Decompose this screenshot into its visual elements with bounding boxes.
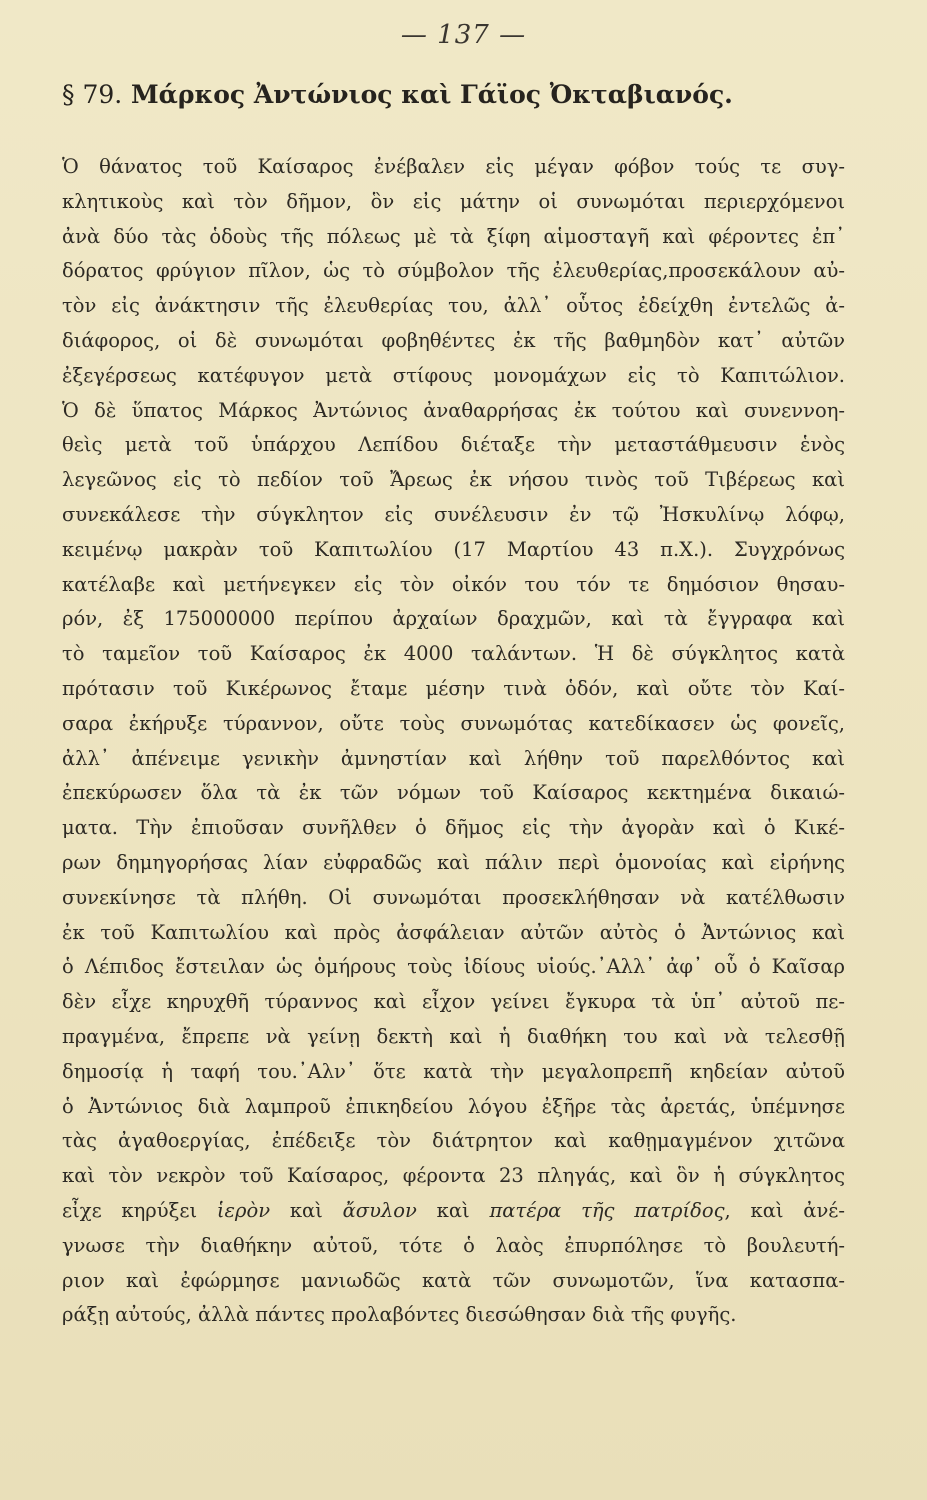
text-line: δὲν εἶχε κηρυχθῆ τύραννος καὶ εἶχον γείνει ἔγκυρα τὰ ὑπ᾽ αὐτοῦ πε- [62,990,845,1014]
text-line-with-italics [62,1194,845,1229]
italic-term-hieron: ἱερὸν [216,1198,271,1222]
text-line: ρόν, ἐξ 175000000 περίπου ἀρχαίων δραχμῶν, καὶ τὰ ἔγγραφα καὶ [62,607,845,631]
text-run: καὶ [270,1198,343,1222]
text-line: καὶ τὸν νεκρὸν τοῦ Καίσαρος, φέροντα 23 πληγάς, καὶ ὃν ἡ σύγκλητος [62,1164,845,1188]
italic-term-patera: πατέρα τῆς πατρίδος [489,1198,725,1222]
text-line: ἐκ τοῦ Καπιτωλίου καὶ πρὸς ἀσφάλειαν αὐτῶν αὐτὸς ὁ Ἀντώνιος καὶ [62,920,845,944]
text-line: ράξῃ αὐτούς, ἀλλὰ πάντες προλαβόντες διεσώθησαν διὰ τῆς φυγῆς. [62,1303,737,1327]
text-run: , καὶ ἀνέ- [724,1198,845,1222]
text-line: γνωσε τὴν διαθήκην αὐτοῦ, τότε ὁ λαὸς ἐπυρπόλησε τὸ βουλευτή- [62,1233,845,1257]
body-text [62,150,845,1333]
text-line: ἐξεγέρσεως κατέφυγον μετὰ στίφους μονομάχων εἰς τὸ Καπιτώλιον. [62,363,845,387]
section-heading [62,80,862,109]
text-line: Ὁ δὲ ὕπατος Μάρκος Ἀντώνιος ἀναθαρρήσας ἐκ τούτου καὶ συνεννοη- [62,398,845,422]
text-line: ὁ Λέπιδος ἔστειλαν ὡς ὁμήρους τοὺς ἰδίους υἱούς.᾽Αλλ᾽ ἀφ᾽ οὗ ὁ Καῖσαρ [62,955,845,979]
text-line: δόρατος φρύγιον πῖλον, ὡς τὸ σύμβολον τῆς ἐλευθερίας,προσεκάλουν αὐ- [62,259,845,283]
text-line: κλητικοὺς καὶ τὸν δῆμον, ὃν εἰς μάτην οἱ συνωμόται περιερχόμενοι [62,189,845,213]
text-line: ἀλλ᾽ ἀπένειμε γενικὴν ἀμνηστίαν καὶ λήθην τοῦ παρελθόντος καὶ [62,746,845,770]
text-line: τὰς ἀγαθοεργίας, ἐπέδειξε τὸν διάτρητον καὶ καθῃμαγμένον χιτῶνα [62,1129,845,1153]
text-line: λεγεῶνος εἰς τὸ πεδίον τοῦ Ἄρεως ἐκ νήσου τινὸς τοῦ Τιβέρεως καὶ [62,468,845,492]
text-line: συνεκίνησε τὰ πλήθη. Οἱ συνωμόται προσεκλήθησαν νὰ κατέλθωσιν [62,885,845,909]
text-line: πραγμένα, ἔπρεπε νὰ γείνῃ δεκτὴ καὶ ἡ διαθήκη του καὶ νὰ τελεσθῇ [62,1024,845,1048]
text-line: θεὶς μετὰ τοῦ ὑπάρχου Λεπίδου διέταξε τὴν μεταστάθμευσιν ἑνὸς [62,433,845,457]
italic-term-asylon: ἄσυλον [342,1198,417,1222]
section-number: § 79. [62,80,123,109]
text-line: διάφορος, οἱ δὲ συνωμόται φοβηθέντες ἐκ τῆς βαθμηδὸν κατ᾽ αὐτῶν [62,328,845,352]
text-line: ἐπεκύρωσεν ὅλα τὰ ἐκ τῶν νόμων τοῦ Καίσαρος κεκτημένα δικαιώ- [62,781,845,805]
text-line: πρότασιν τοῦ Κικέρωνος ἔταμε μέσην τινὰ ὁδόν, καὶ οὔτε τὸν Καί- [62,676,845,700]
text-line: ριον καὶ ἐφώρμησε μανιωδῶς κατὰ τῶν συνωμοτῶν, ἵνα κατασπα- [62,1268,845,1292]
text-line: σαρα ἐκήρυξε τύραννον, οὔτε τοὺς συνωμότας κατεδίκασεν ὡς φονεῖς, [62,711,845,735]
text-line: ἀνὰ δύο τὰς ὁδοὺς τῆς πόλεως μὲ τὰ ξίφη αἱμοσταγῆ καὶ φέροντες ἐπ᾽ [62,224,845,248]
text-line: ματα. Τὴν ἐπιοῦσαν συνῆλθεν ὁ δῆμος εἰς τὴν ἀγορὰν καὶ ὁ Κικέ- [62,816,845,840]
page-number: — 137 — [400,20,527,50]
text-line: κειμένῳ μακρὰν τοῦ Καπιτωλίου (17 Μαρτίου 43 π.Χ.). Συγχρόνως [62,537,845,561]
text-line: ρων δημηγορήσας λίαν εὐφραδῶς καὶ πάλιν περὶ ὁμονοίας καὶ εἰρήνης [62,850,845,874]
text-line: Ὁ θάνατος τοῦ Καίσαρος ἐνέβαλεν εἰς μέγαν φόβον τούς τε συγ- [62,155,845,178]
text-line: συνεκάλεσε τὴν σύγκλητον εἰς συνέλευσιν ἐν τῷ Ἠσκυλίνῳ λόφῳ, [62,502,845,526]
text-line: δημοσίᾳ ἡ ταφή του.᾽Αλν᾽ ὅτε κατὰ τὴν μεγαλοπρεπῆ κηδείαν αὐτοῦ [62,1059,845,1083]
section-title: Μάρκος Ἀντώνιος καὶ Γάϊος Ὀκταβιανός. [130,80,733,109]
text-line: ὁ Ἀντώνιος διὰ λαμπροῦ ἐπικηδείου λόγου ἐξῆρε τὰς ἀρετάς, ὑπέμνησε [62,1094,845,1118]
text-line: τὸν εἰς ἀνάκτησιν τῆς ἐλευθερίας του, ἀλλ᾽ οὗτος ἐδείχθη ἐντελῶς ἀ- [62,294,845,318]
text-run: καὶ [416,1198,490,1222]
text-line: τὸ ταμεῖον τοῦ Καίσαρος ἐκ 4000 ταλάντων. Ἡ δὲ σύγκλητος κατὰ [62,642,845,666]
text-run: εἶχε κηρύξει [62,1198,217,1222]
text-line: κατέλαβε καὶ μετήνεγκεν εἰς τὸν οἰκόν του τόν τε δημόσιον θησαυ- [62,572,845,596]
